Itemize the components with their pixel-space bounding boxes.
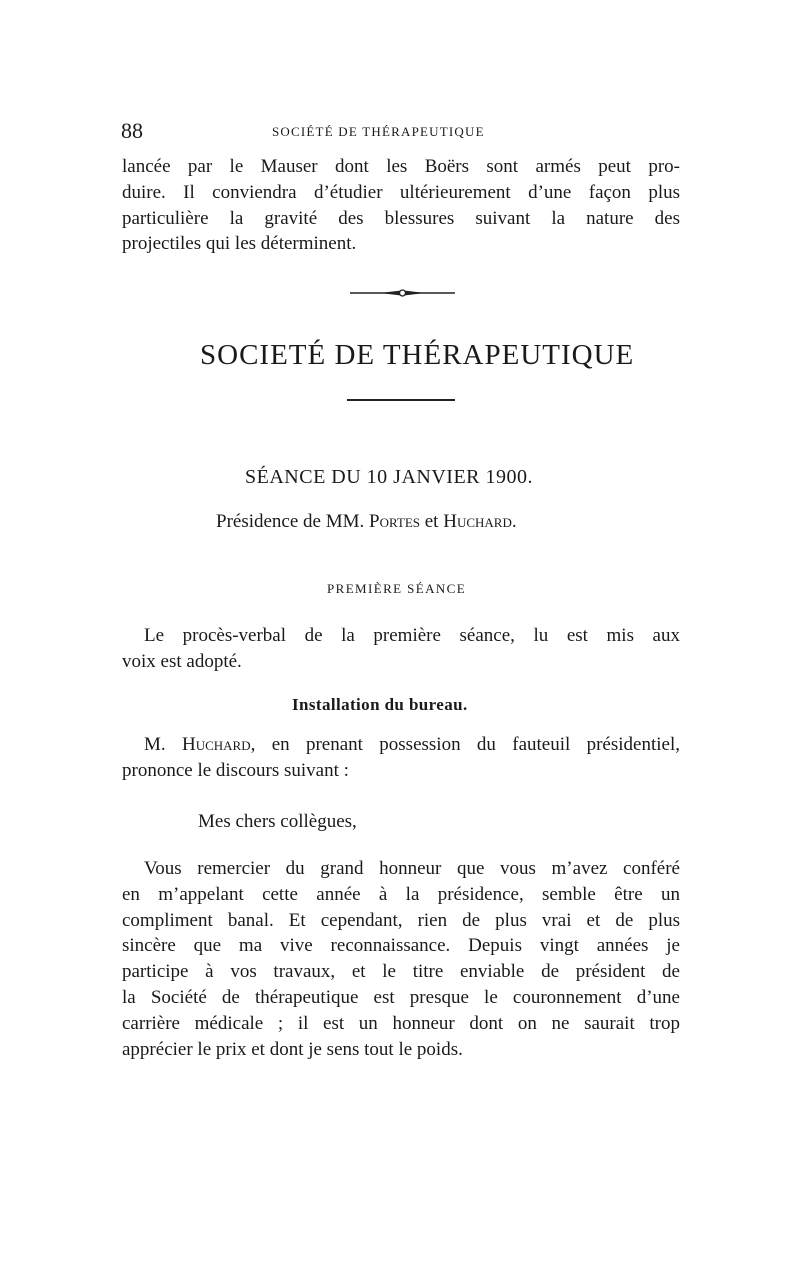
section-title: SOCIETÉ DE THÉRAPEUTIQUE	[200, 339, 635, 371]
president-name: Huchard.	[443, 511, 517, 532]
speech-paragraph	[122, 856, 680, 1062]
installation-paragraph	[122, 732, 680, 784]
text-line: prononce le discours suivant :	[122, 759, 349, 781]
president-name: Portes	[369, 511, 420, 532]
text-line: Le procès-verbal de la première séance, lu est mis aux	[144, 625, 680, 646]
speaker-prefix: M.	[144, 734, 182, 755]
proces-verbal-paragraph	[122, 623, 680, 675]
text-line: la Société de thérapeutique est presque le couronnement d’une	[122, 986, 680, 1008]
seance-label: PREMIÈRE SÉANCE	[327, 581, 467, 596]
text-line: participe à vos travaux, et le titre enviable de président de	[122, 961, 680, 983]
text-fragment: en prenant possession du fauteuil présidentiel,	[255, 734, 680, 755]
seance-title: SÉANCE DU 10 JANVIER 1900.	[245, 466, 533, 488]
title-rule	[347, 399, 455, 401]
ornamental-divider	[350, 288, 455, 298]
running-title: SOCIÉTÉ DE THÉRAPEUTIQUE	[272, 124, 485, 139]
page-number: 88	[121, 118, 143, 143]
text-line: compliment banal. Et cependant, rien de plus vrai et de plus	[122, 909, 680, 931]
continuation-paragraph	[122, 154, 680, 257]
speaker-name: Huchard,	[181, 734, 256, 755]
text-line	[122, 732, 680, 758]
text-line: voix est adopté.	[122, 650, 242, 672]
text-line: en m’appelant cette année à la présidence, semble être un	[122, 883, 680, 905]
subheading: Installation du bureau.	[292, 695, 468, 714]
text-line: carrière médicale ; il est un honneur dont on ne saurait trop	[122, 1012, 680, 1034]
text-line: particulière la gravité des blessures suivant la nature des	[122, 207, 680, 229]
text-line: apprécier le prix et dont je sens tout le poids.	[122, 1038, 463, 1060]
presidence-and: et	[420, 511, 444, 532]
text-line: projectiles qui les déterminent.	[122, 233, 357, 255]
presidence-line	[216, 511, 517, 533]
presidence-prefix: Présidence de MM.	[216, 511, 370, 532]
salutation: Mes chers collègues,	[198, 811, 357, 832]
text-line: sincère que ma vive reconnaissance. Depuis vingt années je	[122, 935, 680, 957]
text-line: lancée par le Mauser dont les Boërs sont armés peut pro-	[122, 156, 680, 177]
text-line: duire. Il conviendra d’étudier ultérieurement d’une façon plus	[122, 181, 680, 203]
text-line: Vous remercier du grand honneur que vous m’avez conféré	[144, 858, 680, 879]
